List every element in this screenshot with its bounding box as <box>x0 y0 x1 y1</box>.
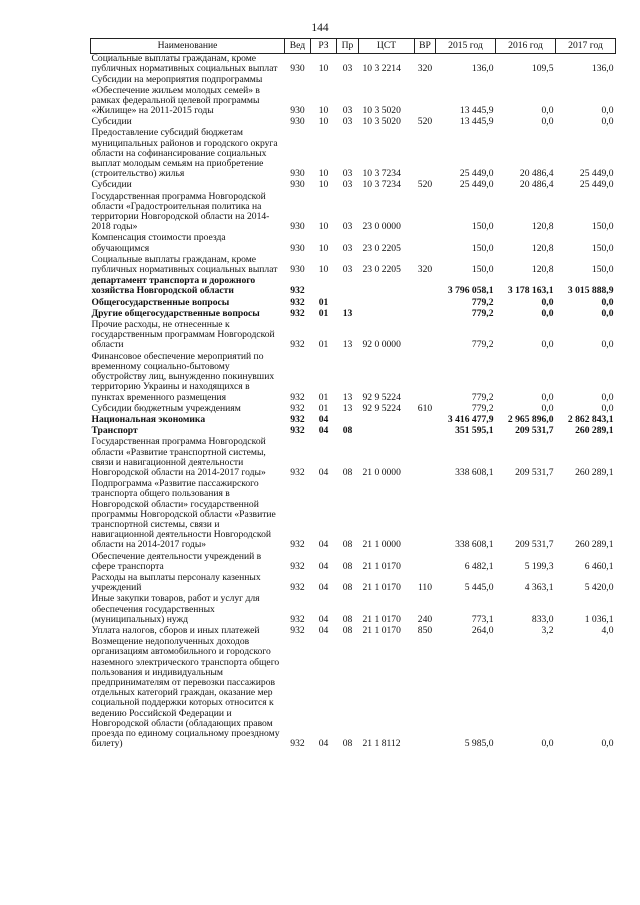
row-name: Другие общегосударственные вопросы <box>91 307 260 319</box>
row-value-2017: 150,0 <box>591 242 614 254</box>
page-number: 144 <box>311 22 329 34</box>
row-cst: 92 0 0000 <box>362 339 401 351</box>
row-pr: 08 <box>342 539 353 551</box>
row-value-2016: 0,0 <box>541 391 554 403</box>
row-value-2015: 779,2 <box>471 296 494 308</box>
row-value-2016: 0,0 <box>541 402 554 414</box>
row-name: Подпрограмма «Развитие пассажирского транспорта общего пользования в Новгородской области» государственной программы Новгородской области «Развитие транспортной системы, связи и навигационной деятельности Новгородской области на 2014-2017 годы» <box>91 478 276 551</box>
row-pr: 13 <box>342 339 353 351</box>
row-ved: 932 <box>290 413 305 425</box>
row-name: Субсидии <box>91 116 132 128</box>
row-rz: 10 <box>318 179 329 191</box>
row-ved: 930 <box>290 221 305 233</box>
row-rz: 04 <box>318 738 329 750</box>
row-ved: 932 <box>290 425 305 437</box>
row-name: Социальные выплаты гражданам, кроме публичных нормативных социальных выплат <box>91 53 278 75</box>
row-vr <box>415 415 436 426</box>
row-value-2016: 0,0 <box>541 738 554 750</box>
row-value-2016: 5 199,3 <box>524 560 554 572</box>
row-ved: 932 <box>290 738 305 750</box>
row-pr: 03 <box>342 168 353 180</box>
row-value-2016: 120,8 <box>531 242 554 254</box>
row-pr: 03 <box>342 221 353 233</box>
row-rz: 10 <box>318 105 329 117</box>
row-vr: 850 <box>417 624 433 636</box>
row-value-2015: 338 608,1 <box>455 466 494 478</box>
row-rz: 10 <box>318 168 329 180</box>
row-vr: 320 <box>417 63 433 75</box>
row-name: Финансовое обеспечение мероприятий по временному социально-бытовому обустройству лиц, вынужденно покинувших территорию Украины и находящихся в пунктах временного размещения <box>91 350 275 403</box>
row-pr: 03 <box>342 116 353 128</box>
table-row <box>91 180 616 191</box>
row-pr: 03 <box>342 264 353 276</box>
row-cst: 92 9 5224 <box>362 402 401 414</box>
row-name: Субсидии на мероприятия подпрограммы «Обеспечение жильем молодых семей» в рамках федеральной целевой программы «Жилище» на 2011-2015 годы <box>91 74 263 117</box>
row-value-2016: 3,2 <box>541 624 554 636</box>
row-value-2016: 209 531,7 <box>515 425 554 437</box>
row-rz: 04 <box>318 582 329 594</box>
row-value-2016: 209 531,7 <box>515 539 554 551</box>
row-pr: 03 <box>342 63 353 75</box>
row-ved: 932 <box>290 339 305 351</box>
row-name: Национальная экономика <box>91 413 206 425</box>
header-rz: РЗ <box>311 39 337 54</box>
row-cst: 21 1 0170 <box>362 582 401 594</box>
row-value-2016: 0,0 <box>541 296 554 308</box>
row-value-2016: 2 965 896,0 <box>507 413 554 425</box>
row-value-2015: 5 985,0 <box>464 738 494 750</box>
row-name: Компенсация стоимости проезда обучающимся <box>91 232 226 254</box>
table-row <box>91 192 616 234</box>
row-value-2017: 0,0 <box>601 296 614 308</box>
row-value-2017: 0,0 <box>601 391 614 403</box>
row-cst: 23 0 2205 <box>362 242 401 254</box>
row-value-2016: 209 531,7 <box>515 466 554 478</box>
row-value-2016: 3 178 163,1 <box>507 285 554 297</box>
row-pr: 13 <box>342 307 353 319</box>
row-value-2015: 773,1 <box>471 613 494 625</box>
row-value-2016: 0,0 <box>541 307 554 319</box>
row-cst: 21 1 0170 <box>362 560 401 572</box>
row-vr <box>415 426 436 437</box>
row-pr: 08 <box>342 624 353 636</box>
row-cst: 10 3 5020 <box>362 116 401 128</box>
table-body <box>91 54 616 751</box>
row-value-2017: 0,0 <box>601 339 614 351</box>
row-vr <box>415 192 436 234</box>
header-ved: Вед <box>285 39 311 54</box>
row-ved: 932 <box>290 307 305 319</box>
row-ved: 930 <box>290 63 305 75</box>
row-cst: 10 3 2214 <box>362 63 401 75</box>
row-name: департамент транспорта и дорожного хозяйства Новгородской области <box>91 275 256 297</box>
table-row <box>91 255 616 276</box>
row-ved: 932 <box>290 613 305 625</box>
header-vr: ВР <box>415 39 436 54</box>
row-value-2017: 2 862 843,1 <box>567 413 614 425</box>
table-row <box>91 552 616 573</box>
row-cst: 10 3 7234 <box>362 168 401 180</box>
row-value-2015: 150,0 <box>471 221 494 233</box>
row-ved: 932 <box>290 296 305 308</box>
row-rz: 01 <box>318 307 329 319</box>
row-value-2015: 136,0 <box>471 63 494 75</box>
table-row <box>91 233 616 254</box>
row-ved: 932 <box>290 466 305 478</box>
row-rz: 04 <box>318 624 329 636</box>
row-name: Государственная программа Новгородской области «Градостроительная политика на территории Новгородской области на 2014-2018 годы» <box>91 190 270 233</box>
row-cst <box>359 309 415 320</box>
row-value-2016: 4 363,1 <box>524 582 554 594</box>
row-ved: 932 <box>290 539 305 551</box>
row-ved: 930 <box>290 105 305 117</box>
row-value-2016: 833,0 <box>531 613 554 625</box>
row-value-2017: 3 015 888,9 <box>567 285 614 297</box>
row-value-2015: 3 416 477,9 <box>447 413 494 425</box>
row-value-2015: 779,2 <box>471 307 494 319</box>
row-name: Транспорт <box>91 425 138 437</box>
row-pr: 13 <box>342 402 353 414</box>
row-value-2017: 260 289,1 <box>575 425 614 437</box>
table-row <box>91 479 616 551</box>
row-name: Субсидии <box>91 179 132 191</box>
row-cst <box>359 415 415 426</box>
row-vr: 520 <box>417 116 433 128</box>
row-cst <box>359 426 415 437</box>
row-pr: 08 <box>342 738 353 750</box>
row-value-2015: 338 608,1 <box>455 539 494 551</box>
row-value-2015: 25 449,0 <box>459 168 494 180</box>
row-vr <box>415 309 436 320</box>
row-name: Предоставление субсидий бюджетам муниципальных районов и городского округа области на софинансирование социальных выплат молодым семьям на приобретение (строительство) жилья <box>91 127 278 180</box>
row-ved: 930 <box>290 242 305 254</box>
row-vr: 240 <box>417 613 433 625</box>
row-ved: 930 <box>290 179 305 191</box>
row-value-2017: 25 449,0 <box>579 168 614 180</box>
row-name: Обеспечение деятельности учреждений в сфере транспорта <box>91 550 262 572</box>
row-value-2016: 20 486,4 <box>519 168 554 180</box>
row-rz: 04 <box>318 413 329 425</box>
row-cst: 10 3 7234 <box>362 179 401 191</box>
row-rz <box>311 276 337 297</box>
row-value-2015: 13 445,9 <box>459 105 494 117</box>
table-row <box>91 437 616 479</box>
row-ved: 932 <box>290 624 305 636</box>
row-name: Уплата налогов, сборов и иных платежей <box>91 624 260 636</box>
row-rz: 01 <box>318 402 329 414</box>
row-name: Прочие расходы, не отнесенные к государственным программам Новгородской области <box>91 319 275 351</box>
row-value-2017: 25 449,0 <box>579 179 614 191</box>
row-rz: 10 <box>318 63 329 75</box>
row-value-2017: 260 289,1 <box>575 466 614 478</box>
row-cst: 21 1 8112 <box>362 738 401 750</box>
table-row <box>91 320 616 352</box>
row-pr: 03 <box>342 179 353 191</box>
row-value-2015: 779,2 <box>471 402 494 414</box>
row-vr <box>415 352 436 404</box>
row-value-2017: 5 420,0 <box>584 582 614 594</box>
row-cst: 23 0 2205 <box>362 264 401 276</box>
row-vr <box>415 552 436 573</box>
row-value-2015: 264,0 <box>471 624 494 636</box>
row-value-2017: 260 289,1 <box>575 539 614 551</box>
row-cst: 23 0 0000 <box>362 221 401 233</box>
row-cst: 21 1 0000 <box>362 539 401 551</box>
row-value-2015: 3 796 058,1 <box>447 285 494 297</box>
row-ved: 930 <box>290 168 305 180</box>
row-vr <box>415 128 436 180</box>
row-cst <box>359 298 415 309</box>
row-rz: 10 <box>318 242 329 254</box>
row-ved: 932 <box>290 285 305 297</box>
row-rz: 04 <box>318 425 329 437</box>
row-value-2016: 109,5 <box>531 63 554 75</box>
row-rz: 01 <box>318 391 329 403</box>
row-pr: 13 <box>342 391 353 403</box>
table-header-row <box>91 39 616 54</box>
row-value-2015: 5 445,0 <box>464 582 494 594</box>
row-value-2017: 136,0 <box>591 63 614 75</box>
row-vr: 520 <box>417 179 433 191</box>
row-value-2017: 150,0 <box>591 221 614 233</box>
table-row <box>91 54 616 76</box>
row-name: Иные закупки товаров, работ и услуг для обеспечения государственных (муниципальных) нужд <box>91 593 260 625</box>
row-vr <box>415 298 436 309</box>
table-row <box>91 594 616 626</box>
row-vr <box>415 437 436 479</box>
header-cst: ЦСТ <box>359 39 415 54</box>
row-name: Социальные выплаты гражданам, кроме публичных нормативных социальных выплат <box>91 253 278 276</box>
row-value-2015: 6 482,1 <box>464 560 494 572</box>
row-value-2015: 351 595,1 <box>455 425 494 437</box>
row-cst: 92 9 5224 <box>362 391 401 403</box>
budget-table <box>90 38 616 750</box>
table-row <box>91 637 616 750</box>
row-cst: 21 0 0000 <box>362 466 401 478</box>
header-name: Наименование <box>91 39 285 54</box>
row-value-2015: 150,0 <box>471 242 494 254</box>
row-pr: 08 <box>342 582 353 594</box>
header-pr: Пр <box>337 39 359 54</box>
row-value-2017: 0,0 <box>601 402 614 414</box>
row-value-2017: 150,0 <box>591 264 614 276</box>
row-pr: 08 <box>342 613 353 625</box>
row-cst: 10 3 5020 <box>362 105 401 117</box>
row-rz: 04 <box>318 560 329 572</box>
row-pr: 08 <box>342 560 353 572</box>
table-row <box>91 276 616 297</box>
row-pr: 03 <box>342 105 353 117</box>
row-value-2015: 150,0 <box>471 264 494 276</box>
row-rz: 10 <box>318 116 329 128</box>
row-value-2016: 120,8 <box>531 221 554 233</box>
row-cst: 21 1 0170 <box>362 613 401 625</box>
row-name: Государственная программа Новгородской области «Развитие транспортной системы, связи и навигационной деятельности Новгородской области на 2014-2017 годы» <box>91 436 266 478</box>
row-vr <box>415 320 436 352</box>
row-vr <box>415 75 436 117</box>
row-value-2017: 0,0 <box>601 738 614 750</box>
row-vr <box>415 479 436 551</box>
header-2016: 2016 год <box>496 39 556 54</box>
row-rz: 01 <box>318 339 329 351</box>
row-vr: 610 <box>417 402 433 414</box>
row-ved: 932 <box>290 391 305 403</box>
row-rz: 10 <box>318 221 329 233</box>
row-name: Расходы на выплаты персоналу казенных учреждений <box>91 571 261 594</box>
header-2015: 2015 год <box>436 39 496 54</box>
row-ved: 930 <box>290 116 305 128</box>
row-ved: 930 <box>290 264 305 276</box>
row-ved: 932 <box>290 560 305 572</box>
row-value-2017: 0,0 <box>601 105 614 117</box>
row-pr: 08 <box>342 466 353 478</box>
row-vr <box>415 233 436 254</box>
row-name: Общегосударственные вопросы <box>91 296 230 308</box>
table-row <box>91 573 616 594</box>
row-vr: 110 <box>417 582 433 594</box>
row-pr <box>337 276 359 297</box>
row-cst: 21 1 0170 <box>362 624 401 636</box>
row-pr: 03 <box>342 242 353 254</box>
row-rz: 04 <box>318 466 329 478</box>
row-value-2015: 779,2 <box>471 339 494 351</box>
row-value-2017: 1 036,1 <box>584 613 614 625</box>
row-value-2016: 20 486,4 <box>519 179 554 191</box>
row-value-2017: 4,0 <box>601 624 614 636</box>
row-cst <box>359 276 415 297</box>
row-rz: 01 <box>318 296 329 308</box>
row-name: Субсидии бюджетным учреждениям <box>91 402 241 414</box>
table-row <box>91 352 616 404</box>
row-value-2015: 13 445,9 <box>459 116 494 128</box>
row-value-2017: 6 460,1 <box>584 560 614 572</box>
row-value-2016: 120,8 <box>531 264 554 276</box>
row-value-2015: 25 449,0 <box>459 179 494 191</box>
row-vr: 320 <box>417 264 433 276</box>
row-vr <box>415 276 436 297</box>
row-value-2016: 0,0 <box>541 105 554 117</box>
row-value-2016: 0,0 <box>541 116 554 128</box>
row-name: Возмещение недополученных доходов организациям автомобильного и городского наземного электрического транспорта общего пользования и индивидуальным предпринимателям от перевозки пассажиров отдельных категорий граждан, оказание мер социальной поддержки которых относится к ведению Российской Федерации и Новгородской области (обладающих правом проезда по единому социальному проездному билету) <box>91 636 280 750</box>
row-ved: 932 <box>290 582 305 594</box>
row-ved: 932 <box>290 402 305 414</box>
row-value-2017: 0,0 <box>601 116 614 128</box>
table-row <box>91 128 616 180</box>
row-value-2015: 779,2 <box>471 391 494 403</box>
header-2017: 2017 год <box>556 39 616 54</box>
row-rz: 04 <box>318 539 329 551</box>
row-value-2017: 0,0 <box>601 307 614 319</box>
row-vr <box>415 637 436 750</box>
table-row <box>91 75 616 117</box>
row-pr: 08 <box>342 425 353 437</box>
row-value-2016: 0,0 <box>541 339 554 351</box>
row-rz: 10 <box>318 264 329 276</box>
row-rz: 04 <box>318 613 329 625</box>
